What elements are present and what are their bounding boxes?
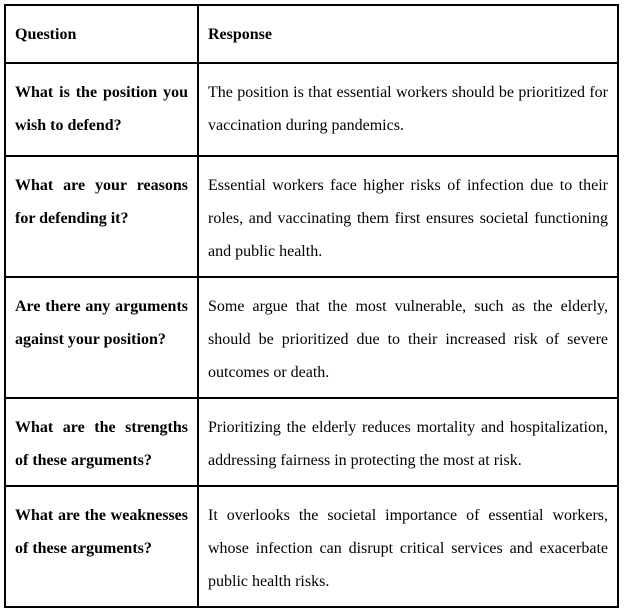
response-cell: Essential workers face higher risks of infection due to their roles, and vaccinating them first ensures societal functioning and public health.	[198, 156, 618, 277]
question-cell: What are the weaknesses of these arguments?	[5, 486, 198, 607]
response-cell: Prioritizing the elderly reduces mortality and hospitalization, addressing fairness in protecting the most at risk.	[198, 398, 618, 486]
table-row	[5, 156, 618, 277]
response-cell: It overlooks the societal importance of essential workers, whose infection can disrupt critical services and exacerbate public health risks.	[198, 486, 618, 607]
table-row	[5, 277, 618, 398]
question-cell: What is the position you wish to defend?	[5, 63, 198, 156]
question-response-table	[4, 4, 619, 608]
question-cell: What are the strengths of these arguments?	[5, 398, 198, 486]
response-cell: The position is that essential workers should be prioritized for vaccination during pandemics.	[198, 63, 618, 156]
response-cell: Some argue that the most vulnerable, such as the elderly, should be prioritized due to their increased risk of severe outcomes or death.	[198, 277, 618, 398]
header-question: Question	[5, 5, 198, 63]
table-header-row	[5, 5, 618, 63]
table-row	[5, 486, 618, 607]
header-response: Response	[198, 5, 618, 63]
table-row	[5, 63, 618, 156]
table-row	[5, 398, 618, 486]
question-cell: Are there any arguments against your position?	[5, 277, 198, 398]
question-cell: What are your reasons for defending it?	[5, 156, 198, 277]
